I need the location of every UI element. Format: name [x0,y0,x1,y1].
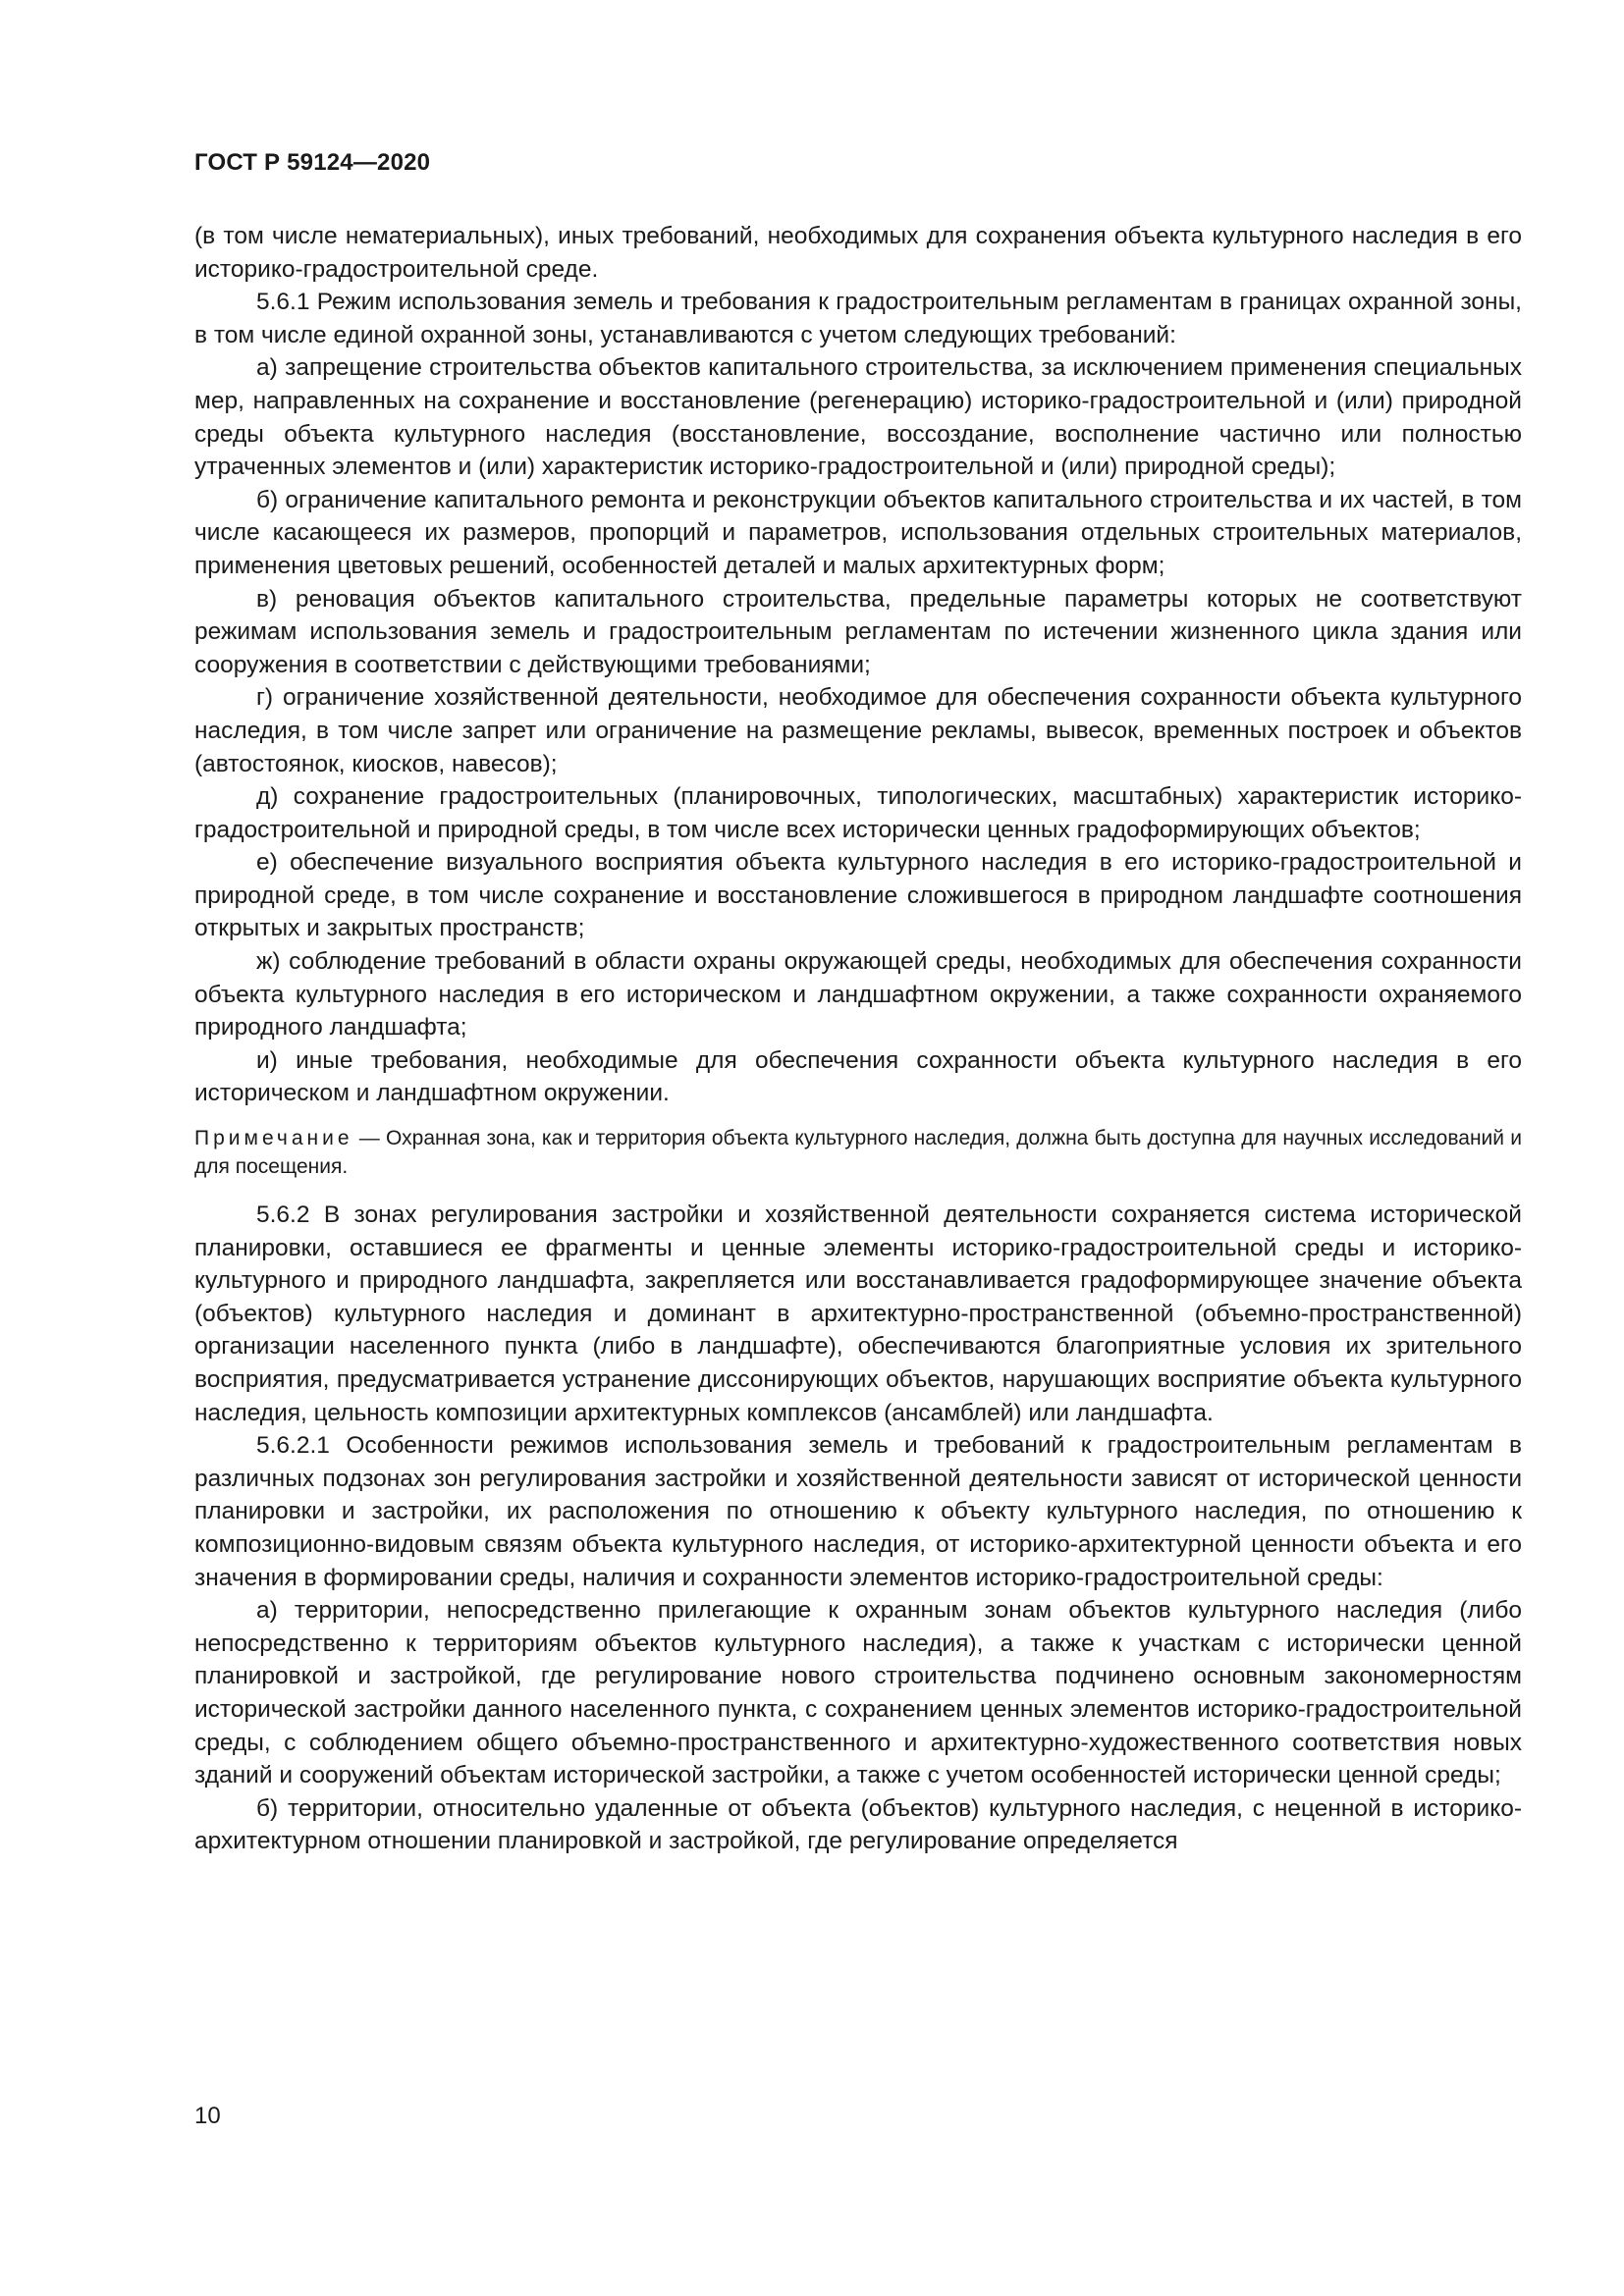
note-text: — Охранная зона, как и территория объекта культурного наследия, должна быть доступна для научных исследований и для посещения. [194,1127,1522,1179]
list-item-2-a: а) территории, непосредственно прилегающие к охранным зонам объектов культурного наследия (либо непосредственно к территориям объектов культурного наследия), а также к участкам с исторически ценной планировкой и застройкой, где регулирование нового строительства подчинено основным закономерностям исторической застройки данного населенного пункта, с сохранением ценных элементов историко-градостроительной среды, с соблюдением общего объемно-пространственного и архитектурно-художественного соответствия новых зданий и сооружений объектам исторической застройки, а также с учетом особенностей исторически ценной среды; [194,1597,1522,1789]
paragraph-5-6-1: 5.6.1 Режим использования земель и требования к градостроительным регламентам в границах охранной зоны, в том числе единой охранной зоны, устанавливаются с учетом следующих требований: [194,289,1522,348]
paragraph-5-6-2: 5.6.2 В зонах регулирования застройки и хозяйственной деятельности сохраняется система исторической планировки, оставшиеся ее фрагменты и ценные элементы историко-градостроительной среды и историко-культурного и природного ландшафта, закрепляется или восстанавливается градоформирующее значение объекта (объектов) культурного наследия и доминант в архитектурно-пространственной (объемно-пространственной) организации населенного пункта (либо в ландшафте), обеспечиваются благоприятные условия их зрительного восприятия, предусматривается устранение диссонирующих объектов, нарушающих восприятие объекта культурного наследия, цельность композиции архитектурных комплексов (ансамблей) или ландшафта. [194,1201,1522,1426]
list-item-a: а) запрещение строительства объектов капитального строительства, за исключением применения специальных мер, направленных на сохранение и восстановление (регенерацию) историко-градостроительной и (или) природной среды объекта культурного наследия (восстановление, воссоздание, восполнение частично или полностью утраченных элементов и (или) характеристик историко-градостроительной и (или) природной среды); [194,354,1522,481]
list-item-e: е) обеспечение визуального восприятия объекта культурного наследия в его историко-градостроительной и природной среде, в том числе сохранение и восстановление сложившегося в природном ландшафте соотношения открытых и закрытых пространств; [194,849,1522,942]
list-item-v: в) реновация объектов капитального строительства, предельные параметры которых не соответствуют режимам использования земель и градостроительным регламентам по истечении жизненного цикла здания или сооружения в соответствии с действующими требованиями; [194,585,1522,678]
paragraph-intro: (в том числе нематериальных), иных требований, необходимых для сохранения объекта культурного наследия в его историко-градостроительной среде. [194,223,1522,283]
page-number: 10 [194,2103,221,2129]
list-item-g: г) ограничение хозяйственной деятельности, необходимое для обеспечения сохранности объекта культурного наследия, в том числе запрет или ограничение на размещение рекламы, вывесок, временных построек и объектов (автостоянок, киосков, навесов); [194,684,1522,777]
list-item-d: д) сохранение градостроительных (планировочных, типологических, масштабных) характеристик историко-градостроительной и природной среды, в том числе всех исторически ценных градоформирующих объектов; [194,783,1522,843]
document-header: ГОСТ Р 59124—2020 [194,149,431,176]
list-item-b: б) ограничение капитального ремонта и реконструкции объектов капитального строительства и их частей, в том числе касающееся их размеров, пропорций и параметров, использования отдельных строительных материалов, применения цветовых решений, особенностей деталей и малых архитектурных форм; [194,486,1522,579]
note [194,1124,1522,1181]
document-body [194,220,1522,1858]
list-item-zh: ж) соблюдение требований в области охраны окружающей среды, необходимых для обеспечения сохранности объекта культурного наследия в его историческом и ландшафтном окружении, а также сохранности охраняемого природного ландшафта; [194,948,1522,1041]
list-item-2-b: б) территории, относительно удаленные от объекта (объектов) культурного наследия, с неценной в историко-архитектурном отношении планировкой и застройкой, где регулирование определяется [194,1794,1522,1855]
list-item-i: и) иные требования, необходимые для обеспечения сохранности объекта культурного наследия в его историческом и ландшафтном окружении. [194,1046,1522,1107]
paragraph-5-6-2-1: 5.6.2.1 Особенности режимов использования земель и требований к градостроительным регламентам в различных подзонах зон регулирования застройки и хозяйственной деятельности зависят от исторической ценности планировки и застройки, их расположения по отношению к объекту культурного наследия, по отношению к композиционно-видовым связям объекта культурного наследия, от историко-архитектурной ценности объекта и его значения в формировании среды, наличия и сохранности элементов историко-градостроительной среды: [194,1432,1522,1591]
note-label: Примечание [194,1127,353,1150]
